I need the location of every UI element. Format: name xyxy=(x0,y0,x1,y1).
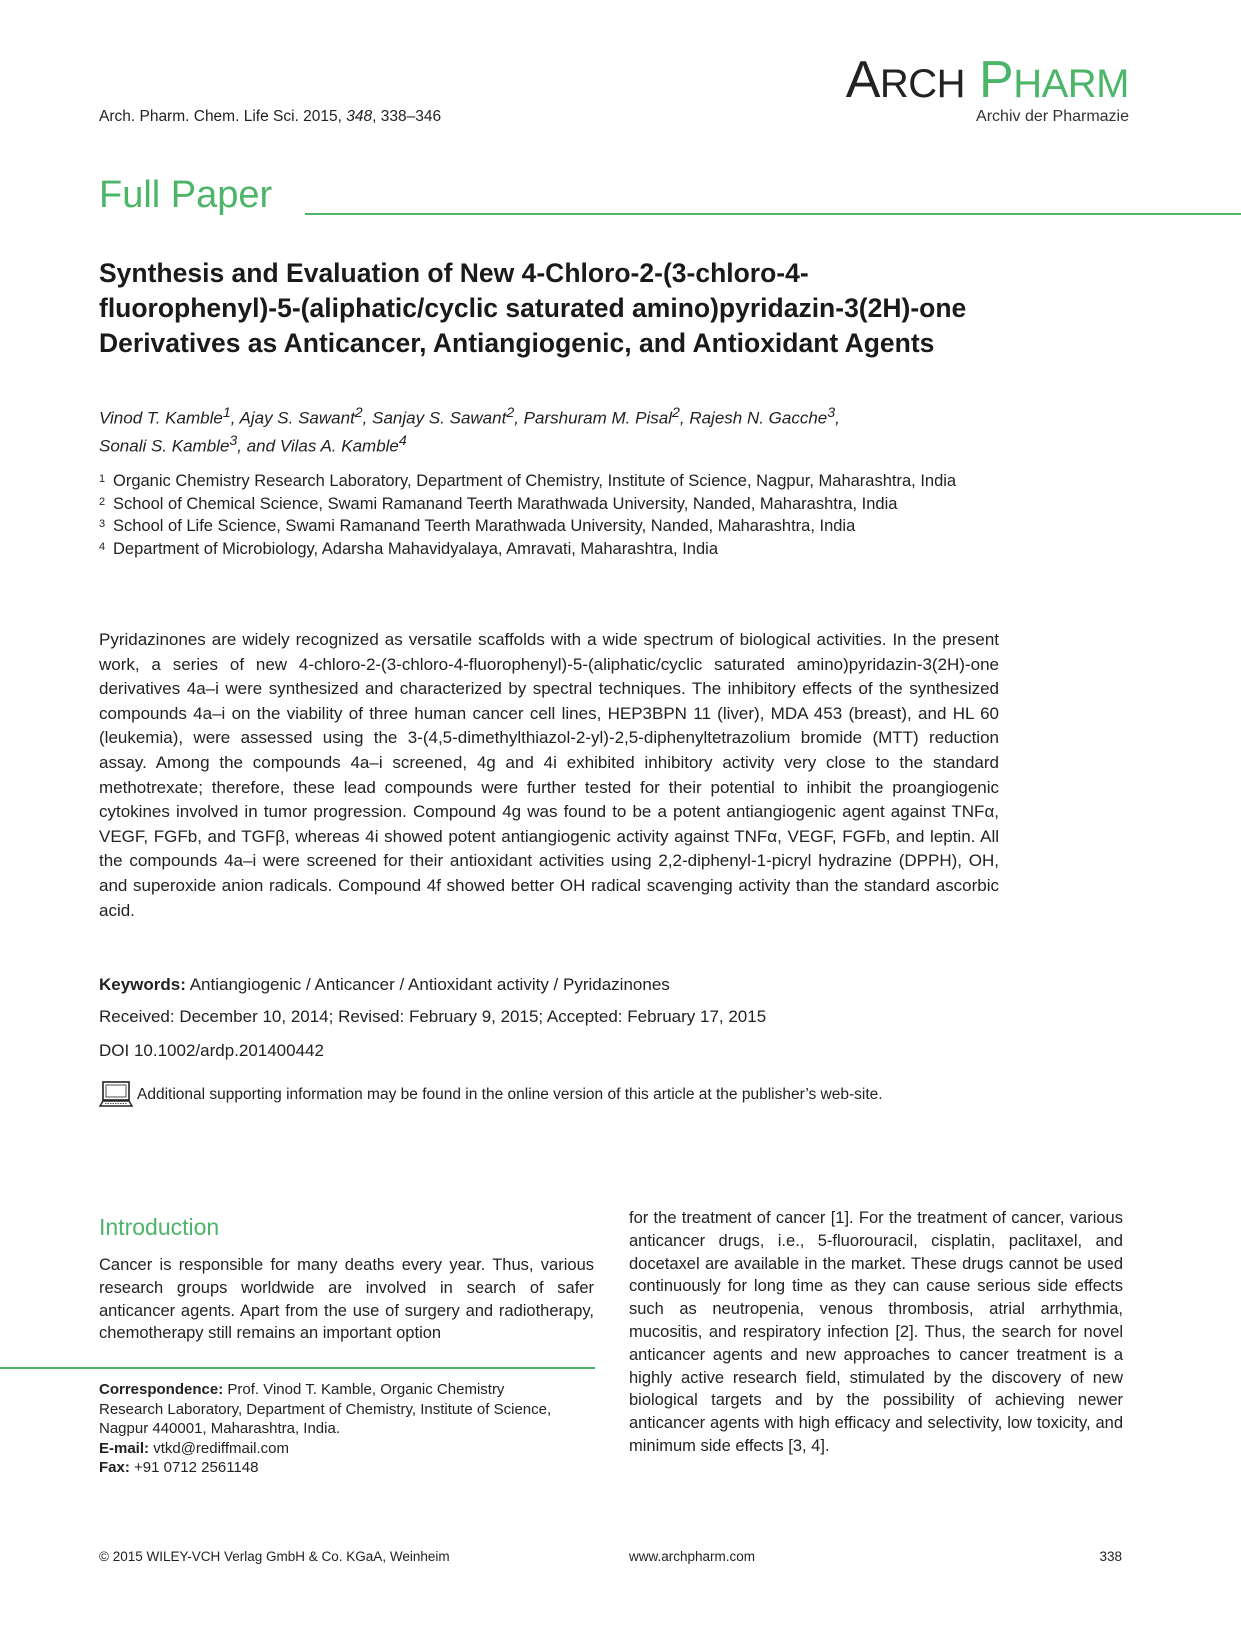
author-affiliation-marker: 3 xyxy=(229,432,238,449)
paper-title: Synthesis and Evaluation of New 4-Chloro-2-(3-chloro-4-fluorophenyl)-5-(aliphatic/cyclic saturated amino)pyridazin-3(2H)-one Derivatives as Anticancer, Antiangiogenic, and Antioxidant Agents xyxy=(99,258,967,358)
keywords xyxy=(99,975,670,995)
affiliation-item xyxy=(99,470,999,493)
author-separator: , xyxy=(679,408,690,428)
author-separator: , xyxy=(835,408,840,428)
affiliation-text: Department of Microbiology, Adarsha Mahavidyalaya, Amravati, Maharashtra, India xyxy=(113,539,718,558)
affiliation-number: 2 xyxy=(99,495,106,508)
journal-logo xyxy=(846,52,1129,126)
author-name: Sanjay S. Sawant xyxy=(372,408,507,428)
supporting-info-note xyxy=(99,1078,1099,1112)
author-affiliation-marker: 2 xyxy=(506,405,515,421)
logo-p-rest: HARM xyxy=(1013,62,1129,106)
article-dates: Received: December 10, 2014; Revised: February 9, 2015; Accepted: February 17, 2015 xyxy=(99,1007,767,1026)
footer-copyright: © 2015 WILEY-VCH Verlag GmbH & Co. KGaA, Weinheim xyxy=(99,1549,450,1564)
author-name: Rajesh N. Gacche xyxy=(689,408,828,428)
fax-value: +91 0712 2561148 xyxy=(134,1459,259,1476)
journal-ref-pages: , 338–346 xyxy=(372,108,442,125)
laptop-icon xyxy=(99,1078,133,1112)
affiliation-text: Organic Chemistry Research Laboratory, Department of Chemistry, Institute of Science, Nagpur, Maharashtra, India xyxy=(113,472,957,490)
logo-wordmark xyxy=(846,52,1129,112)
journal-ref-prefix: Arch. Pharm. Chem. Life Sci. 2015, xyxy=(99,108,347,125)
author-name: Parshuram M. Pisal xyxy=(523,408,672,428)
author-name: Sonali S. Kamble xyxy=(99,436,230,456)
author-affiliation-marker: 3 xyxy=(827,405,836,421)
author-name: Vilas A. Kamble xyxy=(279,436,399,456)
author-name: Vinod T. Kamble xyxy=(99,408,223,428)
logo-p-cap: P xyxy=(979,51,1014,109)
fax-label: Fax: xyxy=(99,1459,130,1476)
abstract: Pyridazinones are widely recognized as versatile scaffolds with a wide spectrum of biological activities. In the present work, a series of new 4-chloro-2-(3-chloro-4-fluorophenyl)-5-(aliphatic/cyclic saturated amino)pyridazin-3(2H)-one derivatives 4a–i were synthesized and characterized by spectral techniques. The inhibitory effects of the synthesized compounds 4a–i on the viability of three human cancer cell lines, HEP3BPN 11 (liver), MDA 453 (breast), and HL 60 (leukemia), were assessed using the 3-(4,5-dimethylthiazol-2-yl)-2,5-diphenyltetrazolium bromide (MTT) reduction assay. Among the compounds 4a–i screened, 4g and 4i exhibited inhibitory activity very close to the standard methotrexate; therefore, these lead compounds were further tested for their potential to inhibit the proangiogenic cytokines involved in tumor progression. Compound 4g was found to be a potent antiangiogenic agent against TNFα, VEGF, FGFb, and TGFβ, whereas 4i showed potent antiangiogenic activity against TNFα, VEGF, FGFb, and leptin. All the compounds 4a–i were screened for their antioxidant activities using 2,2-diphenyl-1-picryl hydrazine (DPPH), OH, and superoxide anion radicals. Compound 4f showed better OH radical scavenging activity than the standard ascorbic acid. xyxy=(99,630,999,920)
affiliation-item xyxy=(99,538,999,561)
author-affiliation-marker: 4 xyxy=(398,432,407,449)
intro-column-2: for the treatment of cancer [1]. For the treatment of cancer, various anticancer drugs, i.e., 5-fluorouracil, cisplatin, paclitaxel, and docetaxel are available in the market. These drugs cannot be used continuously for long time as they can cause serious side effects such as neutropenia, venous thrombosis, atrial arrhythmia, mucositis, and respiratory infection [2]. Thus, the search for novel anticancer agents and new approaches to cancer treatment is a highly active research field, stimulated by the discovery of new biological targets and by the possibility of achieving newer anticancer agents with high efficacy and selectivity, low toxicity, and minimum side effects [3, 4]. xyxy=(629,1209,1123,1455)
logo-a-rest: RCH xyxy=(879,62,966,106)
supporting-info-text: Additional supporting information may be found in the online version of this article at the publisher’s web-site. xyxy=(137,1086,883,1104)
author-separator: , xyxy=(514,408,524,428)
logo-subtitle: Archiv der Pharmazie xyxy=(976,108,1129,125)
keywords-label: Keywords: xyxy=(99,975,186,994)
intro-heading: Introduction xyxy=(99,1214,220,1240)
author-separator: , xyxy=(362,408,373,428)
affiliation-text: School of Chemical Science, Swami Ramanand Teerth Marathwada University, Nanded, Maharashtra, India xyxy=(113,494,898,513)
affiliation-item xyxy=(99,515,999,538)
author-list xyxy=(99,402,999,457)
intro-column-1: Cancer is responsible for many deaths every year. Thus, various research groups worldwide are involved in search of safer anticancer agents. Apart from the use of surgery and radiotherapy, chemotherapy still remains an important option xyxy=(99,1256,594,1343)
journal-ref-volume: 348 xyxy=(346,108,373,125)
author-separator: , and xyxy=(237,436,280,456)
affiliation-list xyxy=(99,470,999,560)
doi: DOI 10.1002/ardp.201400442 xyxy=(99,1041,324,1060)
journal-reference xyxy=(99,108,441,126)
correspondence-text: Prof. Vinod T. Kamble, Organic Chemistry Research Laboratory, Department of Chemistry, Institute of Science, Nagpur 440001, Maharashtra, India. xyxy=(99,1381,552,1437)
page-number: 338 xyxy=(1099,1549,1122,1564)
section-label: Full Paper xyxy=(99,174,273,216)
footer-website: www.archpharm.com xyxy=(629,1549,756,1564)
section-rule xyxy=(305,213,1241,215)
author-separator: , xyxy=(230,408,240,428)
affiliation-item xyxy=(99,493,999,516)
author-affiliation-marker: 2 xyxy=(671,405,680,421)
affiliation-text: School of Life Science, Swami Ramanand Teerth Marathwada University, Nanded, Maharashtra, India xyxy=(113,517,856,535)
correspondence-rule xyxy=(0,1367,595,1369)
correspondence-label: Correspondence: xyxy=(99,1381,224,1398)
logo-a-cap: A xyxy=(845,51,880,109)
affiliation-number: 4 xyxy=(99,540,106,553)
author-name: Ajay S. Sawant xyxy=(239,408,355,428)
author-affiliation-marker: 2 xyxy=(354,405,363,421)
email-label: E-mail: xyxy=(99,1439,150,1457)
email-value: vtkd@rediffmail.com xyxy=(153,1439,290,1457)
correspondence-block xyxy=(99,1380,569,1478)
keywords-text: Antiangiogenic / Anticancer / Antioxidant activity / Pyridazinones xyxy=(189,975,670,994)
author-affiliation-marker: 1 xyxy=(222,405,231,421)
affiliation-number: 1 xyxy=(99,473,106,485)
affiliation-number: 3 xyxy=(99,518,106,530)
